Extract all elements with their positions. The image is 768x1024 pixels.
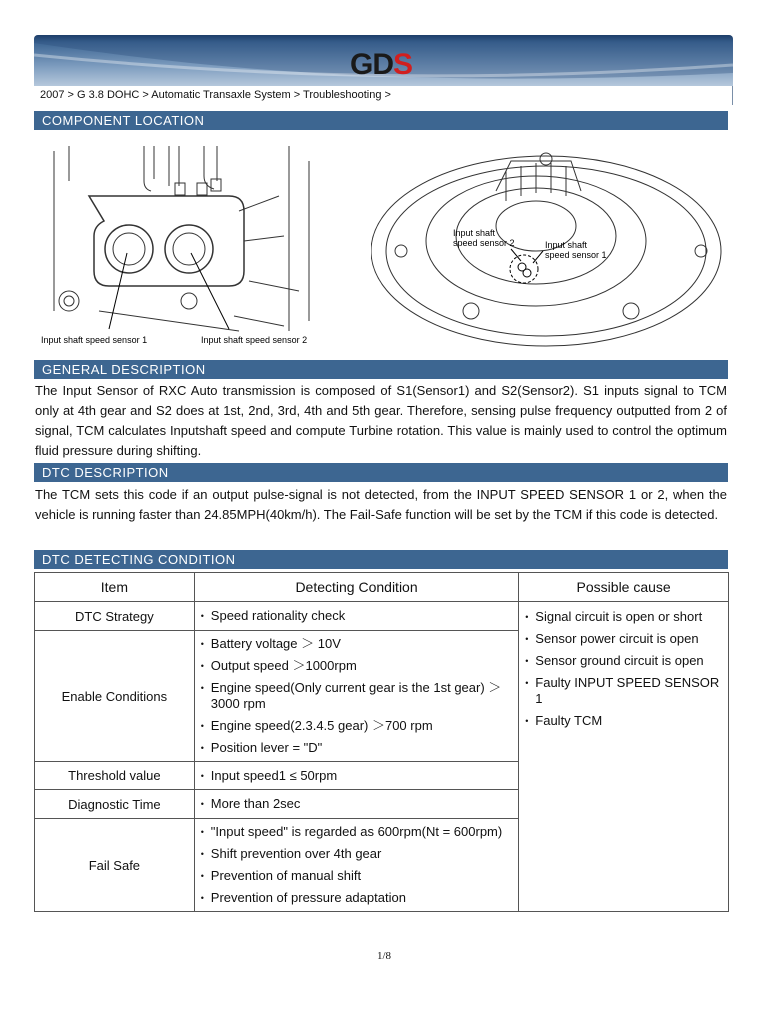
breadcrumb: 2007 > G 3.8 DOHC > Automatic Transaxle System > Troubleshooting > bbox=[34, 86, 733, 105]
row-item-fail-safe: Fail Safe bbox=[35, 819, 195, 912]
label-right-sensor-1-line1: Input shaft bbox=[545, 240, 588, 250]
condition-bullet: • Prevention of pressure adaptation bbox=[201, 887, 512, 909]
condition-bullet: • Battery voltage ＞ 10V bbox=[201, 633, 512, 655]
condition-bullet: • Engine speed(Only current gear is the 1st gear) ＞3000 rpm bbox=[201, 677, 512, 715]
cause-bullet: • Sensor power circuit is open bbox=[525, 628, 722, 650]
label-right-sensor-2-line1: Input shaft bbox=[453, 228, 496, 238]
label-right-sensor-1-line2: speed sensor 1 bbox=[545, 250, 607, 260]
row-item-threshold-value: Threshold value bbox=[35, 762, 195, 790]
table-header-row bbox=[35, 573, 729, 602]
condition-bullet: • "Input speed" is regarded as 600rpm(Nt = 600rpm) bbox=[201, 821, 512, 843]
row-conditions bbox=[194, 602, 518, 631]
condition-bullet: • Prevention of manual shift bbox=[201, 865, 512, 887]
section-dtc-description: DTC DESCRIPTION bbox=[34, 463, 728, 482]
dtc-condition-table bbox=[34, 572, 729, 912]
label-left-sensor-2: Input shaft speed sensor 2 bbox=[201, 335, 308, 345]
header-item: Item bbox=[35, 573, 195, 602]
condition-bullet: • Engine speed(2.3.4.5 gear) ＞700 rpm bbox=[201, 715, 512, 737]
row-conditions bbox=[194, 790, 518, 819]
cause-bullet: • Sensor ground circuit is open bbox=[525, 650, 722, 672]
cause-bullet: • Faulty INPUT SPEED SENSOR 1 bbox=[525, 672, 722, 710]
condition-bullet: • Output speed ＞1000rpm bbox=[201, 655, 512, 677]
row-item-diagnostic-time: Diagnostic Time bbox=[35, 790, 195, 819]
cause-bullet: • Faulty TCM bbox=[525, 710, 722, 732]
row-conditions bbox=[194, 819, 518, 912]
label-left-sensor-1: Input shaft speed sensor 1 bbox=[41, 335, 148, 345]
gds-logo: GDS bbox=[350, 48, 413, 81]
condition-bullet: • Position lever = "D" bbox=[201, 737, 512, 759]
condition-bullet: • Shift prevention over 4th gear bbox=[201, 843, 512, 865]
header-detecting-condition: Detecting Condition bbox=[194, 573, 518, 602]
row-item-enable-conditions: Enable Conditions bbox=[35, 631, 195, 762]
condition-bullet: • Input speed1 ≤ 50rpm bbox=[201, 765, 512, 787]
left-sensor-diagram bbox=[38, 140, 340, 352]
page-number: 1/8 bbox=[376, 950, 392, 962]
section-general-description: GENERAL DESCRIPTION bbox=[34, 360, 728, 379]
row-conditions bbox=[194, 762, 518, 790]
cause-bullet: • Signal circuit is open or short bbox=[525, 606, 722, 628]
row-item-dtc-strategy: DTC Strategy bbox=[35, 602, 195, 631]
label-right-sensor-2-line2: speed sensor 2 bbox=[453, 238, 515, 248]
condition-bullet: • More than 2sec bbox=[201, 793, 512, 815]
section-component-location: COMPONENT LOCATION bbox=[34, 111, 728, 130]
possible-cause-cell bbox=[519, 602, 729, 912]
condition-bullet: • Speed rationality check bbox=[201, 605, 512, 627]
header-possible-cause: Possible cause bbox=[519, 573, 729, 602]
table-row bbox=[35, 602, 729, 631]
right-sensor-diagram bbox=[370, 140, 732, 352]
section-dtc-detecting-condition: DTC DETECTING CONDITION bbox=[34, 550, 728, 569]
row-conditions bbox=[194, 631, 518, 762]
dtc-description-text: The TCM sets this code if an output pulse-signal is not detected, from the INPUT SPEED SENSOR 1 or 2, when the vehicle is running faster than 24.85MPH(40km/h). The Fail-Safe function will be set by the TCM if this code is detected. bbox=[35, 487, 727, 522]
document-header bbox=[34, 35, 733, 105]
general-description-text: The Input Sensor of RXC Auto transmission is composed of S1(Sensor1) and S2(Sensor2). S1 inputs signal to TCM only at 4th gear and S2 does at 1st, 2nd, 3rd, 4th and 5th gear. Therefore, sensing pulse frequency outputted from 2 of signal, TCM calculates Inputshaft speed and compute Turbine rotation. This value is mainly used to control the optimum fluid pressure during shifting. bbox=[35, 383, 727, 458]
